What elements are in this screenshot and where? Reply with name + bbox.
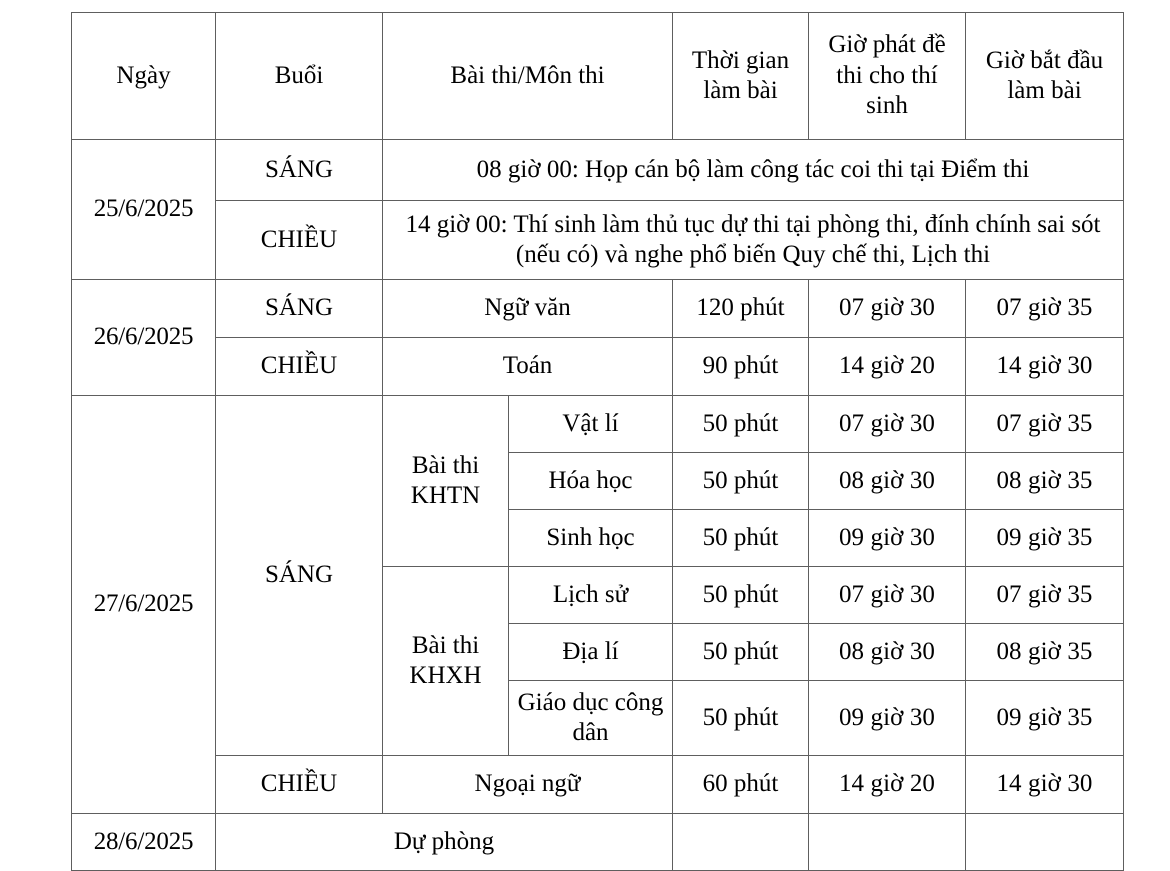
subject-cell-vatli: Vật lí [509, 396, 673, 453]
start-time-cell: 08 giờ 35 [966, 453, 1124, 510]
start-time-cell: 14 giờ 30 [966, 338, 1124, 396]
column-header-session: Buổi [216, 13, 383, 140]
subject-cell-nguvan: Ngữ văn [383, 280, 673, 338]
subject-cell-lichsu: Lịch sử [509, 567, 673, 624]
table-row [72, 756, 1124, 814]
start-time-cell: 07 giờ 35 [966, 280, 1124, 338]
subject-cell-giaoduccongdan: Giáo dục công dân [509, 681, 673, 756]
table-row [72, 396, 1124, 453]
give-paper-time-cell: 08 giờ 30 [809, 453, 966, 510]
give-paper-time-cell: 09 giờ 30 [809, 510, 966, 567]
date-cell-27-6: 27/6/2025 [72, 396, 216, 814]
session-cell-afternoon: CHIỀU [216, 756, 383, 814]
subject-cell-sinhhoc: Sinh học [509, 510, 673, 567]
subject-cell-ngoaingu: Ngoại ngữ [383, 756, 673, 814]
duration-cell [673, 814, 809, 871]
duration-cell: 50 phút [673, 396, 809, 453]
start-time-cell: 09 giờ 35 [966, 681, 1124, 756]
give-paper-time-cell: 09 giờ 30 [809, 681, 966, 756]
column-header-duration: Thời gian làm bài [673, 13, 809, 140]
note-cell-morning: 08 giờ 00: Họp cán bộ làm công tác coi thi tại Điểm thi [383, 140, 1124, 201]
session-cell-morning: SÁNG [216, 396, 383, 756]
start-time-cell: 14 giờ 30 [966, 756, 1124, 814]
column-header-subject: Bài thi/Môn thi [383, 13, 673, 140]
note-cell-afternoon: 14 giờ 00: Thí sinh làm thủ tục dự thi tại phòng thi, đính chính sai sót (nếu có) và nghe phổ biến Quy chế thi, Lịch thi [383, 201, 1124, 280]
column-header-give-paper: Giờ phát đề thi cho thí sinh [809, 13, 966, 140]
subject-cell-hoahoc: Hóa học [509, 453, 673, 510]
session-cell-afternoon: CHIỀU [216, 338, 383, 396]
give-paper-time-cell: 07 giờ 30 [809, 280, 966, 338]
table-row [72, 338, 1124, 396]
give-paper-time-cell: 14 giờ 20 [809, 338, 966, 396]
date-cell-26-6: 26/6/2025 [72, 280, 216, 396]
give-paper-time-cell [809, 814, 966, 871]
give-paper-time-cell: 14 giờ 20 [809, 756, 966, 814]
duration-cell: 120 phút [673, 280, 809, 338]
duration-cell: 50 phút [673, 453, 809, 510]
give-paper-time-cell: 08 giờ 30 [809, 624, 966, 681]
give-paper-time-cell: 07 giờ 30 [809, 567, 966, 624]
table-header [72, 13, 1124, 140]
duration-cell: 50 phút [673, 567, 809, 624]
duration-cell: 50 phút [673, 624, 809, 681]
subject-cell-diali: Địa lí [509, 624, 673, 681]
date-cell-28-6: 28/6/2025 [72, 814, 216, 871]
column-header-start-time: Giờ bắt đầu làm bài [966, 13, 1124, 140]
table-row [72, 201, 1124, 280]
table-row [72, 814, 1124, 871]
table-row [72, 140, 1124, 201]
start-time-cell [966, 814, 1124, 871]
start-time-cell: 09 giờ 35 [966, 510, 1124, 567]
group-cell-khtn: Bài thi KHTN [383, 396, 509, 567]
duration-cell: 50 phút [673, 510, 809, 567]
start-time-cell: 07 giờ 35 [966, 396, 1124, 453]
duration-cell: 50 phút [673, 681, 809, 756]
session-cell-morning: SÁNG [216, 140, 383, 201]
table-row [72, 280, 1124, 338]
column-header-date: Ngày [72, 13, 216, 140]
reserve-day-cell: Dự phòng [216, 814, 673, 871]
duration-cell: 90 phút [673, 338, 809, 396]
exam-schedule-table-container [71, 12, 1123, 871]
date-cell-25-6: 25/6/2025 [72, 140, 216, 280]
group-cell-khxh: Bài thi KHXH [383, 567, 509, 756]
header-row [72, 13, 1124, 140]
start-time-cell: 07 giờ 35 [966, 567, 1124, 624]
duration-cell: 60 phút [673, 756, 809, 814]
table-body [72, 140, 1124, 871]
give-paper-time-cell: 07 giờ 30 [809, 396, 966, 453]
exam-schedule-table [71, 12, 1124, 871]
session-cell-afternoon: CHIỀU [216, 201, 383, 280]
subject-cell-toan: Toán [383, 338, 673, 396]
start-time-cell: 08 giờ 35 [966, 624, 1124, 681]
session-cell-morning: SÁNG [216, 280, 383, 338]
